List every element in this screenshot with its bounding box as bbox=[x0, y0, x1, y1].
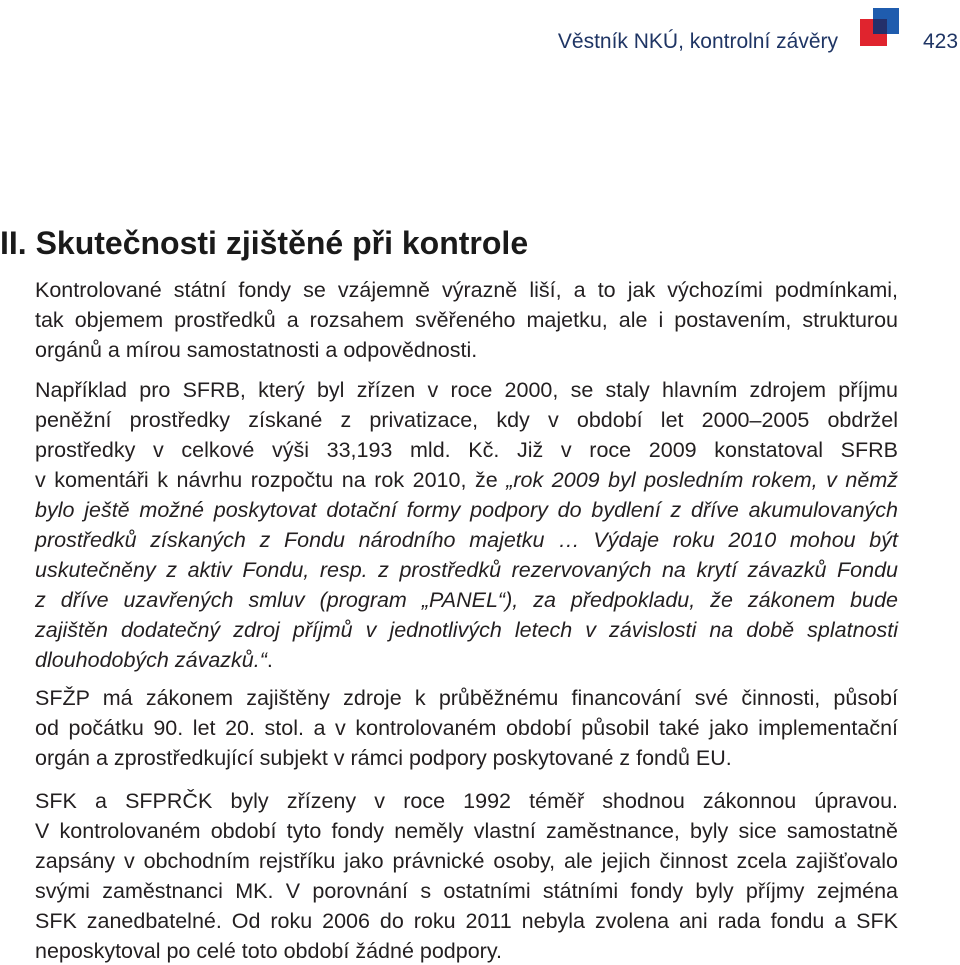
paragraph-4 bbox=[35, 787, 898, 965]
text-line: od počátku 90. let 20. stol. a v kontrolovaném období působil také jako implementační bbox=[35, 716, 898, 740]
quotation-line: z dříve uzavřených smluv (program „PANEL“), za předpokladu, že zákonem bude bbox=[35, 588, 898, 612]
quotation-segment: dlouhodobých závazků.“ bbox=[35, 648, 267, 672]
page-number: 423 bbox=[923, 30, 959, 53]
text-line bbox=[35, 466, 898, 494]
text-line: orgán a zprostředkující subjekt v rámci podpory poskytované z fondů EU. bbox=[35, 746, 732, 770]
text-line bbox=[35, 646, 898, 674]
text-segment: . bbox=[266, 648, 273, 672]
text-line: peněžní prostředky získané z privatizace, kdy v období let 2000–2005 obdržel bbox=[35, 408, 898, 432]
quotation-line: uskutečněny z aktiv Fondu, resp. z prostředků rezervovaných na krytí závazků Fondu bbox=[35, 558, 898, 582]
quotation-line: prostředků získaných z Fondu národního majetku … Výdaje roku 2010 mohou být bbox=[35, 528, 898, 552]
paragraph-3 bbox=[35, 684, 898, 772]
text-line: zapsány v obchodním rejstříku jako právnické osoby, ale jejich činnost zcela zajišťovalo bbox=[35, 849, 898, 873]
text-line: SFK zanedbatelné. Od roku 2006 do roku 2011 nebyla zvolena ani rada fondu a SFK bbox=[35, 909, 898, 933]
text-line: orgánů a mírou samostatnosti a odpovědnosti. bbox=[35, 338, 478, 362]
quotation-segment: „rok 2009 byl posledním rokem, v němž bbox=[506, 468, 898, 492]
section-heading: II. Skutečnosti zjištěné při kontrole bbox=[0, 225, 529, 261]
logo-overlap-square bbox=[873, 19, 887, 34]
text-line: svými zaměstnanci MK. V porovnání s ostatními státními fondy byly příjmy zejména bbox=[35, 879, 898, 903]
paragraph-1 bbox=[35, 276, 898, 364]
paragraph-2 bbox=[35, 376, 898, 674]
text-line: SFK a SFPRČK byly zřízeny v roce 1992 téměř shodnou zákonnou úpravou. bbox=[35, 789, 898, 813]
text-line: neposkytoval po celé toto období žádné podpory. bbox=[35, 939, 502, 963]
text-line: prostředky v celkové výši 33,193 mld. Kč. Již v roce 2009 konstatoval SFRB bbox=[35, 438, 898, 462]
text-line: Kontrolované státní fondy se vzájemně výrazně liší, a to jak výchozími podmínkami, bbox=[35, 278, 898, 302]
text-line: SFŽP má zákonem zajištěny zdroje k průběžnému financování své činnosti, působí bbox=[35, 686, 898, 710]
quotation-line: bylo ještě možné poskytovat dotační formy podpory do bydlení z dříve akumulovaných bbox=[35, 498, 898, 522]
running-header-title: Věstník NKÚ, kontrolní závěry bbox=[557, 30, 838, 53]
text-line: Například pro SFRB, který byl zřízen v roce 2000, se staly hlavním zdrojem příjmu bbox=[35, 378, 898, 402]
nku-logo-icon bbox=[860, 8, 899, 46]
text-line: tak objemem prostředků a rozsahem svěřeného majetku, ale i postavením, strukturou bbox=[35, 308, 898, 332]
text-segment: v komentáři k návrhu rozpočtu na rok 2010, že bbox=[35, 468, 498, 492]
text-line: V kontrolovaném období tyto fondy neměly vlastní zaměstnance, byly sice samostatně bbox=[35, 819, 898, 843]
quotation-line: zajištěn dodatečný zdroj příjmů v jednotlivých letech v závislosti na době splatnosti bbox=[35, 618, 898, 642]
